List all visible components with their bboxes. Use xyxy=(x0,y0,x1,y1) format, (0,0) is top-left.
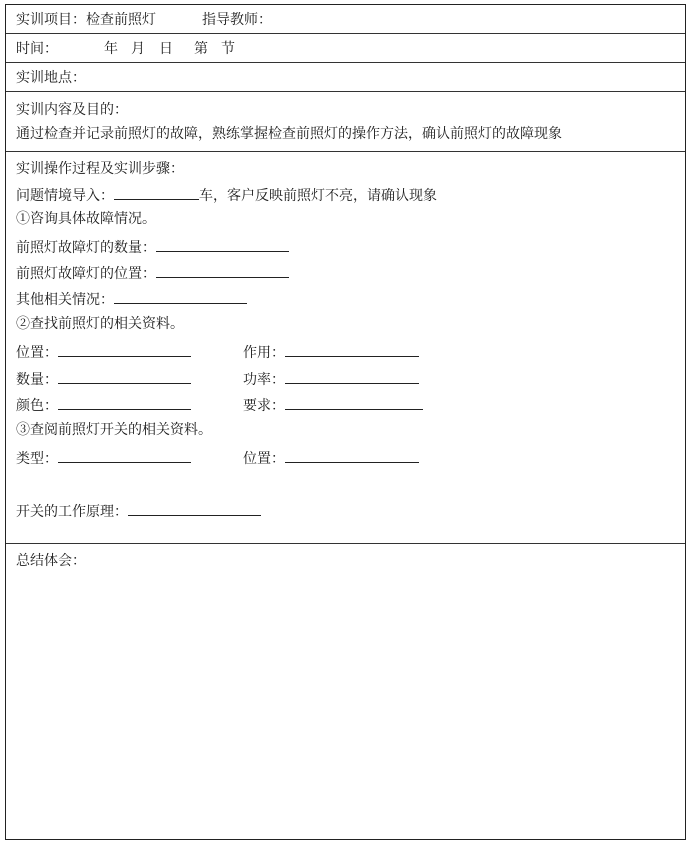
color-line xyxy=(16,395,191,415)
training-record-form xyxy=(5,4,686,840)
qty-line xyxy=(16,369,191,389)
steps-title: 实训操作过程及实训步骤： xyxy=(16,161,184,177)
year-label: 年 xyxy=(104,41,118,57)
fault-count-blank[interactable] xyxy=(156,237,289,252)
type-label: 类型： xyxy=(16,451,58,467)
step3-title: ③查阅前照灯开关的相关资料。 xyxy=(16,422,212,438)
vehicle-blank[interactable] xyxy=(114,185,199,200)
power-label: 功率： xyxy=(243,372,285,388)
pos2-blank[interactable] xyxy=(285,448,419,463)
step1-title: ①咨询具体故障情况。 xyxy=(16,211,156,227)
req-line xyxy=(243,395,423,415)
intro-suffix: 车，客户反映前照灯不亮，请确认现象 xyxy=(199,188,437,204)
row-location xyxy=(6,63,685,92)
color-blank[interactable] xyxy=(58,395,191,410)
teacher-label: 指导教师： xyxy=(202,12,272,28)
row-time xyxy=(6,34,685,63)
other-line xyxy=(16,289,247,309)
type-line xyxy=(16,448,191,468)
content-title: 实训内容及目的： xyxy=(16,102,128,118)
qty-label: 数量： xyxy=(16,372,58,388)
day-label: 日 xyxy=(159,41,173,57)
content-text: 通过检查并记录前照灯的故障，熟练掌握检查前照灯的操作方法，确认前照灯的故障现象 xyxy=(16,126,562,142)
step2-title: ②查找前照灯的相关资料。 xyxy=(16,316,184,332)
time-label: 时间： xyxy=(16,41,58,57)
principle-label: 开关的工作原理： xyxy=(16,504,128,520)
other-blank[interactable] xyxy=(114,289,247,304)
row-steps xyxy=(6,152,685,544)
section-label: 第 xyxy=(194,41,208,57)
func-label: 作用： xyxy=(243,345,285,361)
func-line xyxy=(243,342,419,362)
location-label: 实训地点： xyxy=(16,70,86,86)
row-content xyxy=(6,92,685,152)
fault-position-label: 前照灯故障灯的位置： xyxy=(16,266,156,282)
other-label: 其他相关情况： xyxy=(16,292,114,308)
fault-position-line xyxy=(16,263,289,283)
principle-line xyxy=(16,501,261,521)
row-project xyxy=(6,5,685,34)
pos-line xyxy=(16,342,191,362)
qty-blank[interactable] xyxy=(58,369,191,384)
summary-label: 总结体会： xyxy=(16,553,86,569)
principle-blank[interactable] xyxy=(128,501,261,516)
fault-count-line xyxy=(16,237,289,257)
fault-position-blank[interactable] xyxy=(156,263,289,278)
jie-label: 节 xyxy=(221,41,235,57)
power-line xyxy=(243,369,419,389)
type-blank[interactable] xyxy=(58,448,191,463)
req-blank[interactable] xyxy=(285,395,423,410)
project-label: 实训项目：检查前照灯 xyxy=(16,12,156,28)
pos-blank[interactable] xyxy=(58,342,191,357)
row-summary xyxy=(6,544,685,839)
month-label: 月 xyxy=(131,41,145,57)
power-blank[interactable] xyxy=(285,369,419,384)
req-label: 要求： xyxy=(243,398,285,414)
pos2-label: 位置： xyxy=(243,451,285,467)
pos2-line xyxy=(243,448,419,468)
fault-count-label: 前照灯故障灯的数量： xyxy=(16,240,156,256)
color-label: 颜色： xyxy=(16,398,58,414)
func-blank[interactable] xyxy=(285,342,419,357)
intro-prefix: 问题情境导入： xyxy=(16,188,114,204)
pos-label: 位置： xyxy=(16,345,58,361)
intro-line xyxy=(16,185,437,205)
